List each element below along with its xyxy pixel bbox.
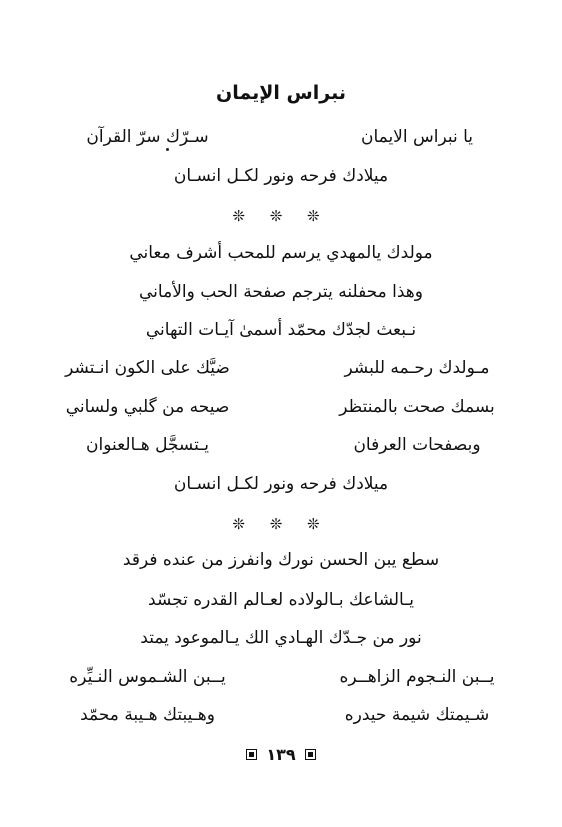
verse-line: مولدك يالمهدي يرسم للمحب أشرف معاني	[129, 243, 433, 263]
verse-hemistich-left: يــبن الشـموس النـيِّره	[69, 667, 226, 687]
section-separator: ❊ ❊ ❊	[232, 515, 330, 533]
verse-hemistich-right: يــبن النـجوم الزاهــره	[339, 667, 495, 687]
verse-hemistich-left: وهـيبتك هـيبة محمّد	[80, 705, 215, 725]
verse-hemistich-right: شـيمتك شيمة حيدره	[344, 705, 490, 725]
poem-title: نبراس الإيمان	[216, 82, 346, 104]
section-separator: ❊ ❊ ❊	[232, 207, 330, 225]
verse-line: نـبعث لجدّك محمّد أسمىٰ آيـات التهاني	[145, 320, 417, 340]
square-ornament-icon	[305, 749, 316, 760]
verse-hemistich-right: يا نبراس الايمان	[360, 127, 474, 147]
verse-line: وهذا محفلنه يترجم صفحة الحب والأماني	[139, 282, 423, 302]
refrain-line: ميلادك فرحه ونور لكـل انسـان	[173, 474, 389, 494]
verse-line: يـالشاعك بـالولاده لعـالم القدره تجسّد	[148, 590, 414, 610]
verse-hemistich-left: صيحه من گلبي ولساني	[65, 397, 230, 417]
verse-line: نور من جـدّك الهـادي الك يـالموعود يمتد	[140, 628, 422, 648]
verse-line: سطع يبن الحسن نورك وانفرز من عنده فرقد	[122, 550, 440, 570]
page-number: ١٣٩	[266, 745, 296, 764]
ink-dot	[166, 148, 169, 151]
verse-hemistich-right: مـولدك رحـمه للبشر	[344, 358, 490, 378]
verse-hemistich-right: بسمك صحت بالمنتظر	[339, 397, 495, 417]
verse-hemistich-right: وبصفحات العرفان	[353, 435, 481, 455]
refrain-line: ميلادك فرحه ونور لكـل انسـان	[173, 166, 389, 186]
verse-hemistich-left: سـرّك سرّ القرآن	[86, 127, 209, 147]
page-footer	[0, 744, 562, 764]
verse-hemistich-left: يـتسجَّل هـالعنوان	[86, 435, 209, 455]
verse-hemistich-left: ضيَّك على الكون انـتشر	[65, 358, 230, 378]
square-ornament-icon	[246, 749, 257, 760]
